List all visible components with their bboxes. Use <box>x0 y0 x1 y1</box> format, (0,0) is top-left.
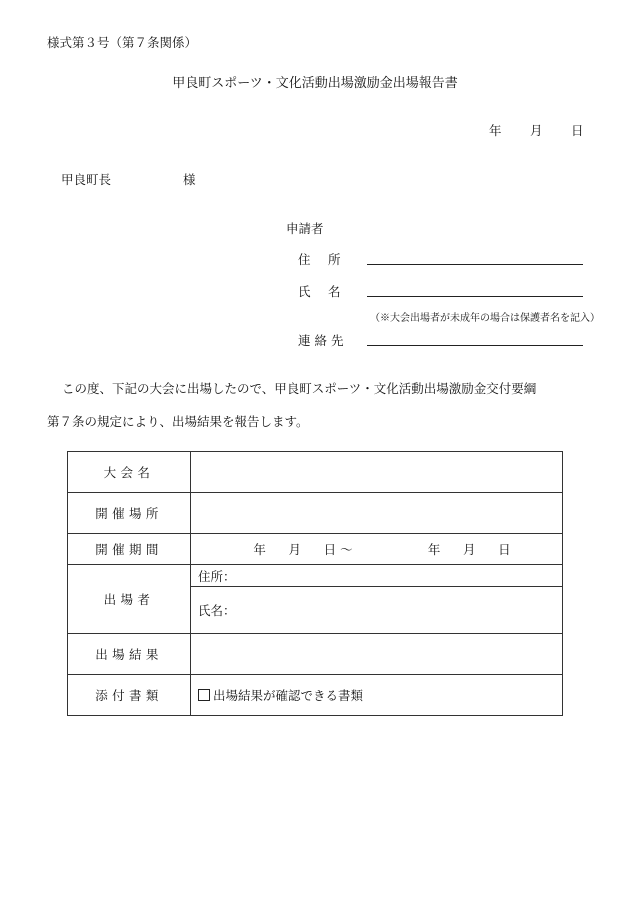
period-end-month: 月 <box>462 542 476 557</box>
date-day-label: 日 <box>571 123 584 138</box>
document-title: 甲良町スポーツ・文化活動出場激励金出場報告書 <box>172 76 458 91</box>
applicant-address-label: 住 所 <box>298 252 344 267</box>
attachment-checkbox[interactable] <box>198 689 210 701</box>
participant-address-prefix: 住所： <box>198 568 236 584</box>
venue-label: 開催場所 <box>68 493 191 534</box>
table-row <box>68 493 563 534</box>
competition-name-field[interactable] <box>191 452 563 493</box>
attachment-item-label: 出場結果が確認できる書類 <box>213 688 364 703</box>
date-month-label: 月 <box>530 123 543 138</box>
participant-name-prefix: 氏名： <box>198 603 236 618</box>
body-text-line-2: 第７条の規定により、出場結果を報告します。 <box>47 414 309 429</box>
result-label: 出場結果 <box>68 634 191 675</box>
minor-guardian-note: （※大会出場者が未成年の場合は保護者名を記入） <box>370 313 600 324</box>
table-row <box>68 565 563 587</box>
result-field[interactable] <box>191 634 563 675</box>
report-table <box>67 451 563 716</box>
attachments-label: 添付書類 <box>68 675 191 716</box>
date-year-label: 年 <box>489 123 502 138</box>
period-start-day: 日 ～ <box>323 542 353 557</box>
applicant-address-line[interactable] <box>367 264 583 265</box>
table-row <box>68 452 563 493</box>
table-row <box>68 675 563 716</box>
period-start-month: 月 <box>288 542 301 557</box>
participant-address-field[interactable] <box>191 565 563 587</box>
competition-name-label: 大会名 <box>68 452 191 493</box>
period-field[interactable] <box>191 534 563 565</box>
applicant-name-label: 氏 名 <box>298 284 344 299</box>
table-row <box>68 534 563 565</box>
participant-label: 出場者 <box>68 565 191 634</box>
addressee-name: 甲良町長 <box>61 172 112 187</box>
body-text-line-1: この度、下記の大会に出場したので、甲良町スポーツ・文化活動出場激励金交付要綱 <box>62 381 537 396</box>
addressee-honorific: 様 <box>183 172 196 187</box>
period-start-year: 年 <box>253 542 266 557</box>
applicant-name-line[interactable] <box>367 296 583 297</box>
attachments-field <box>191 675 563 716</box>
applicant-heading: 申請者 <box>286 221 324 236</box>
period-end-day: 日 <box>498 542 511 557</box>
form-number: 様式第３号（第７条関係） <box>47 35 198 50</box>
participant-name-field[interactable] <box>191 587 563 634</box>
period-end-year: 年 <box>427 542 441 557</box>
venue-field[interactable] <box>191 493 563 534</box>
period-label: 開催期間 <box>68 534 191 565</box>
applicant-contact-label: 連 絡 先 <box>298 333 344 348</box>
table-row <box>68 634 563 675</box>
applicant-contact-line[interactable] <box>367 345 583 346</box>
